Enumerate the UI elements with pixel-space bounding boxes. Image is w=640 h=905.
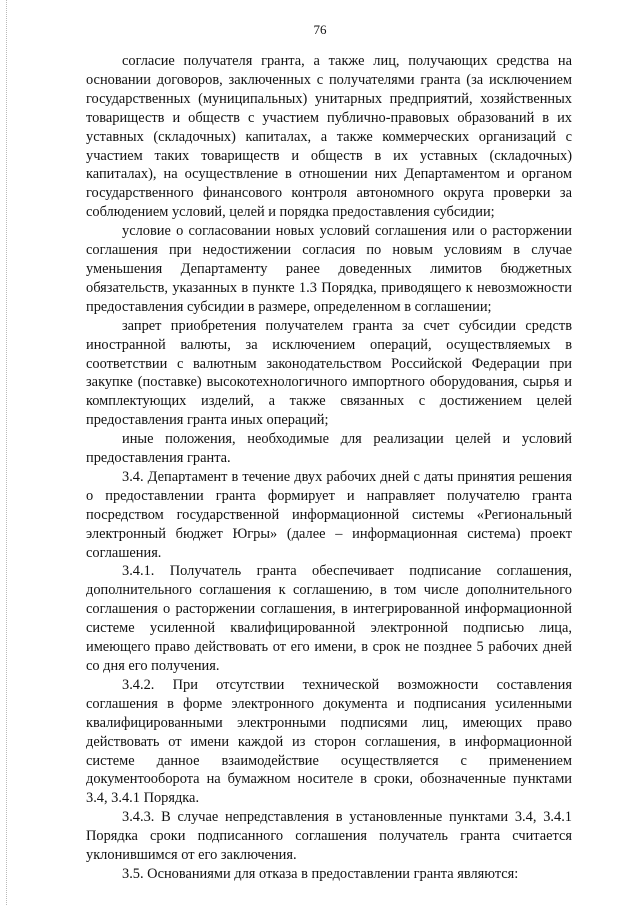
document-body (86, 52, 572, 884)
paragraph-3-4-2: 3.4.2. При отсутствии технической возможности составления соглашения в форме электронного документа и подписания усиленными квалифицированными электронными подписями лиц, имеющих право действовать от имени каждой из сторон соглашения, в информационной системе данное взаимодействие осуществляется с применением документооборота на бумажном носителе в сроки, обозначенные пунктами 3.4, 3.4.1 Порядка. (86, 676, 572, 807)
paragraph-new-conditions: условие о согласовании новых условий соглашения или о расторжении соглашения при недостижении согласия по новым условиям в случае уменьшения Департаменту ранее доведенных лимитов бюджетных обязательств, указанных в пункте 1.3 Порядка, приводящего к невозможности предоставления субсидии в размере, определенном в соглашении; (86, 223, 572, 315)
scan-edge-line (6, 0, 7, 905)
paragraph-3-4-1: 3.4.1. Получатель гранта обеспечивает подписание соглашения, дополнительного соглашения к соглашению, в том числе дополнительного соглашения о расторжении соглашения, в интегрированной информационной системе усиленной квалифицированной электронной подписью лица, имеющего право действовать от его имени, в срок не позднее 5 рабочих дней со дня его получения. (86, 563, 572, 674)
paragraph-other-provisions: иные положения, необходимые для реализации целей и условий предоставления гранта. (86, 431, 572, 467)
page-number: 76 (313, 22, 327, 37)
paragraph-consent: согласие получателя гранта, а также лиц, получающих средства на основании договоров, заключенных с получателями гранта (за исключением государственных (муниципальных) унитарных предприятий, хозяйственных товариществ и обществ с участием публично-правовых образований в их уставных (складочных) капиталах, а также коммерческих организаций с участием таких товариществ и обществ в их уставных (складочных) капиталах), на осуществление в отношении них Департаментом и органом государственного финансового контроля автономного округа проверки за соблюдением условий, целей и порядка предоставления субсидии; (86, 53, 572, 221)
paragraph-currency-ban: запрет приобретения получателем гранта за счет субсидии средств иностранной валюты, за исключением операций, осуществляемых в соответствии с валютным законодательством Российской Федерации при закупке (поставке) высокотехнологичного импортного оборудования, сырья и комплектующих изделий, а также связанных с достижением целей предоставления гранта иных операций; (86, 317, 572, 429)
paragraph-3-4-3: 3.4.3. В случае непредставления в установленные пунктами 3.4, 3.4.1 Порядка сроки подписанного соглашения получатель гранта считается уклонившимся от его заключения. (86, 809, 572, 864)
paragraph-3-5: 3.5. Основаниями для отказа в предоставлении гранта являются: (122, 865, 519, 882)
paragraph-3-4: 3.4. Департамент в течение двух рабочих дней с даты принятия решения о предоставлении гранта формирует и направляет получателю гранта посредством государственной информационной системы «Региональный электронный бюджет Югры» (далее – информационная система) проект соглашения. (86, 468, 572, 561)
